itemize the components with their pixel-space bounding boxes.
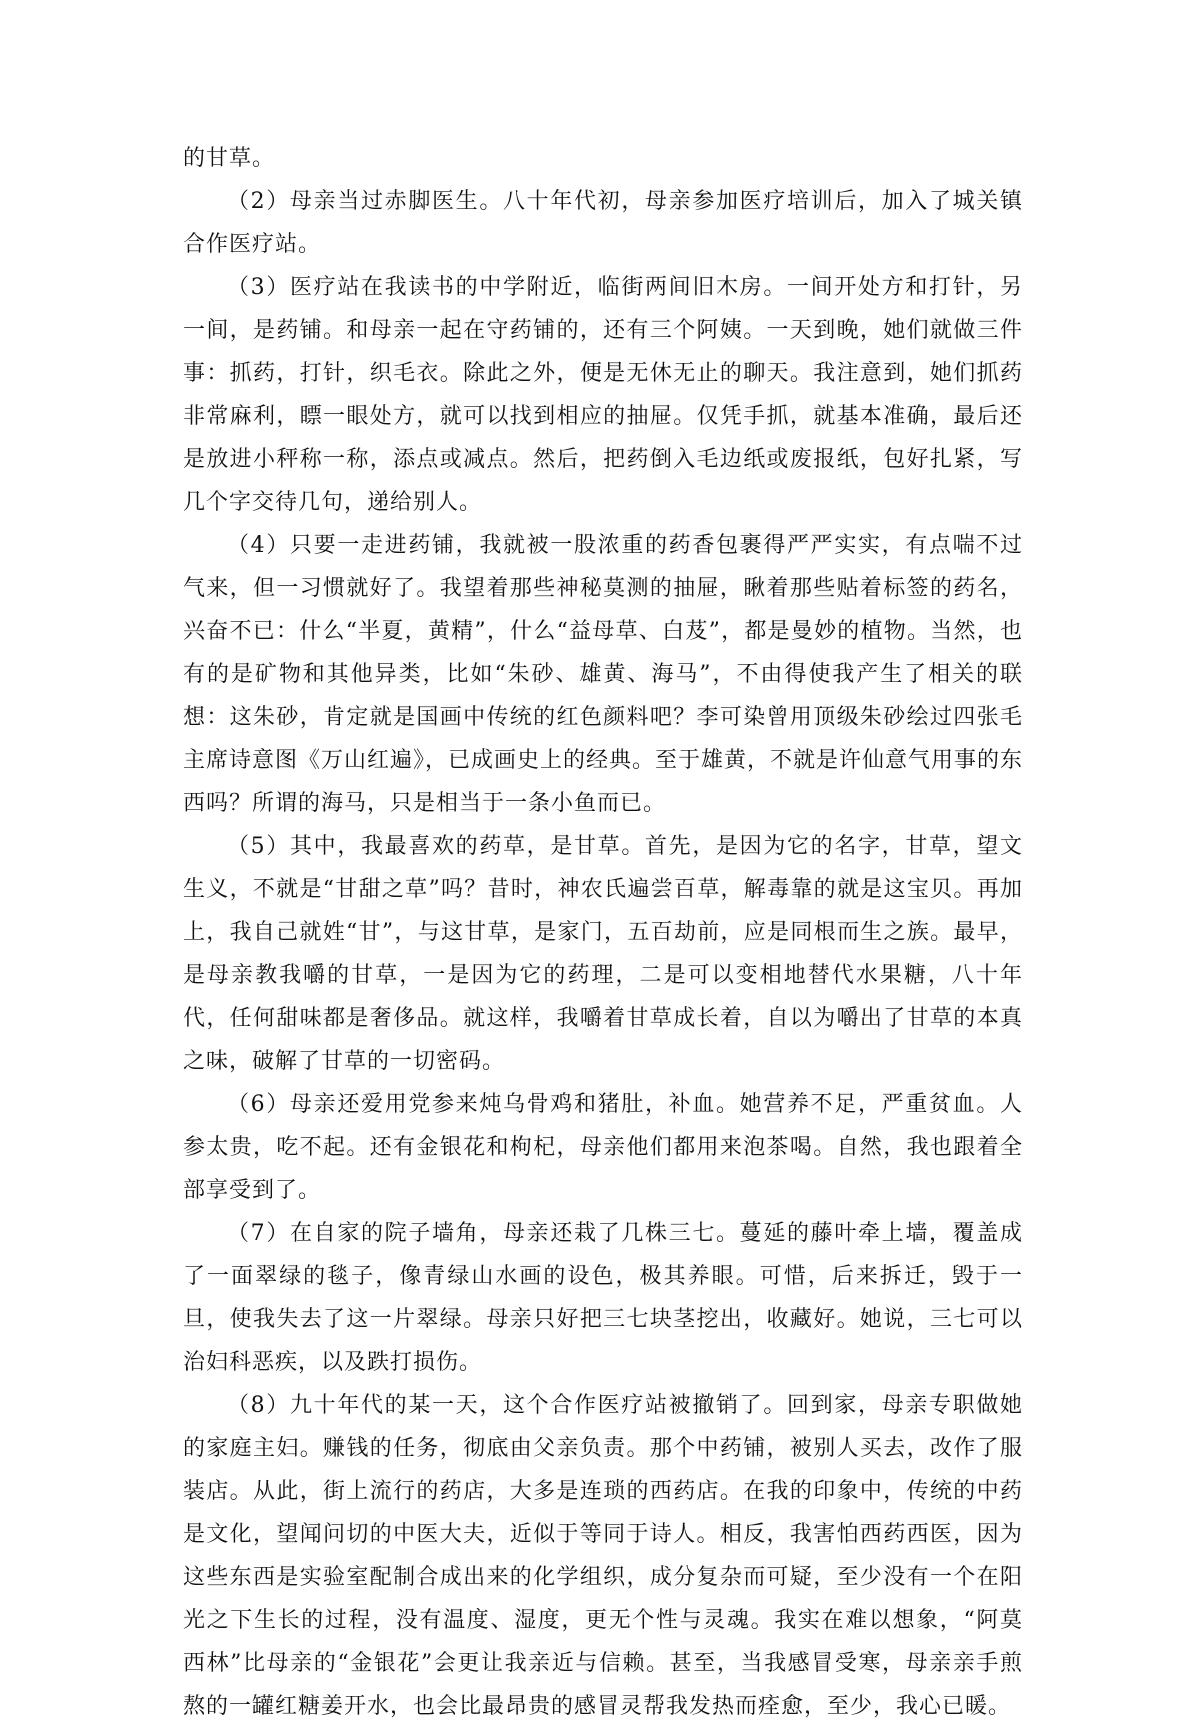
paragraph-8: （8）九十年代的某一天，这个合作医疗站被撤销了。回到家，母亲专职做她的家庭主妇。赚钱的任务，彻底由父亲负责。那个中药铺，被别人买去，改作了服装店。从此，街上流行的药店，大多是连琐的西药店。在我的印象中，传统的中药是文化，望闻问切的中医大夫，近似于等同于诗人。相反，我害怕西药西医，因为这些东西是实验室配制合成出来的化学组织，成分复杂而可疑，至少没有一个在阳光之下生长的过程，没有温度、湿度，更无个性与灵魂。我实在难以想象，“阿莫西林”比母亲的“金银花”会更让我亲近与信赖。甚至，当我感冒受寒，母亲亲手煎熬的一罐红糖姜开水，也会比最昂贵的感冒灵帮我发热而痊愈，至少，我心已暖。 <box>183 1393 1023 1719</box>
paragraph-5: （5）其中，我最喜欢的药草，是甘草。首先，是因为它的名字，甘草，望文生义，不就是“甘甜之草”吗？昔时，神农氏遍尝百草，解毒靠的就是这宝贝。再加上，我自己就姓“甘”，与这甘草，是家门，五百劫前，应是同根而生之族。最早，是母亲教我嚼的甘草，一是因为它的药理，二是可以变相地替代水果糖，八十年代，任何甜味都是奢侈品。就这样，我嚼着甘草成长着，自以为嚼出了甘草的本真之味，破解了甘草的一切密码。 <box>183 834 1023 1074</box>
paragraph-7: （7）在自家的院子墙角，母亲还栽了几株三七。蔓延的藤叶牵上墙，覆盖成了一面翠绿的毯子，像青绿山水画的设色，极其养眼。可惜，后来拆迁，毁于一旦，使我失去了这一片翠绿。母亲只好把三七块茎挖出，收藏好。她说，三七可以治妇科恶疾，以及跌打损伤。 <box>183 1221 1023 1375</box>
paragraph-4: （4）只要一走进药铺，我就被一股浓重的药香包裹得严严实实，有点喘不过气来，但一习惯就好了。我望着那些神秘莫测的抽屉，瞅着那些贴着标签的药名，兴奋不已：什么“半夏，黄精”，什么“益母草、白芨”，都是曼妙的植物。当然，也有的是矿物和其他异类，比如“朱砂、雄黄、海马”，不由得使我产生了相关的联想：这朱砂，肯定就是国画中传统的红色颜料吧？李可染曾用顶级朱砂绘过四张毛主席诗意图《万山红遍》，已成画史上的经典。至于雄黄，不就是许仙意气用事的东西吗？所谓的海马，只是相当于一条小鱼而已。 <box>183 533 1024 816</box>
document-body <box>183 137 1023 1728</box>
paragraph-2: （2）母亲当过赤脚医生。八十年代初，母亲参加医疗培训后，加入了城关镇合作医疗站。 <box>183 189 1023 257</box>
paragraph-6: （6）母亲还爱用党参来炖乌骨鸡和猪肚，补血。她营养不足，严重贫血。人参太贵，吃不起。还有金银花和枸杞，母亲他们都用来泡茶喝。自然，我也跟着全部享受到了。 <box>183 1092 1023 1203</box>
paragraph-continuation: 的甘草。 <box>183 146 276 171</box>
paragraph-3: （3）医疗站在我读书的中学附近，临街两间旧木房。一间开处方和打针，另一间，是药铺。和母亲一起在守药铺的，还有三个阿姨。一天到晚，她们就做三件事：抓药，打针，织毛衣。除此之外，便是无休无止的聊天。我注意到，她们抓药非常麻利，瞟一眼处方，就可以找到相应的抽屉。仅凭手抓，就基本准确，最后还是放进小秤称一称，添点或减点。然后，把药倒入毛边纸或废报纸，包好扎紧，写几个字交待几句，递给别人。 <box>183 275 1023 515</box>
